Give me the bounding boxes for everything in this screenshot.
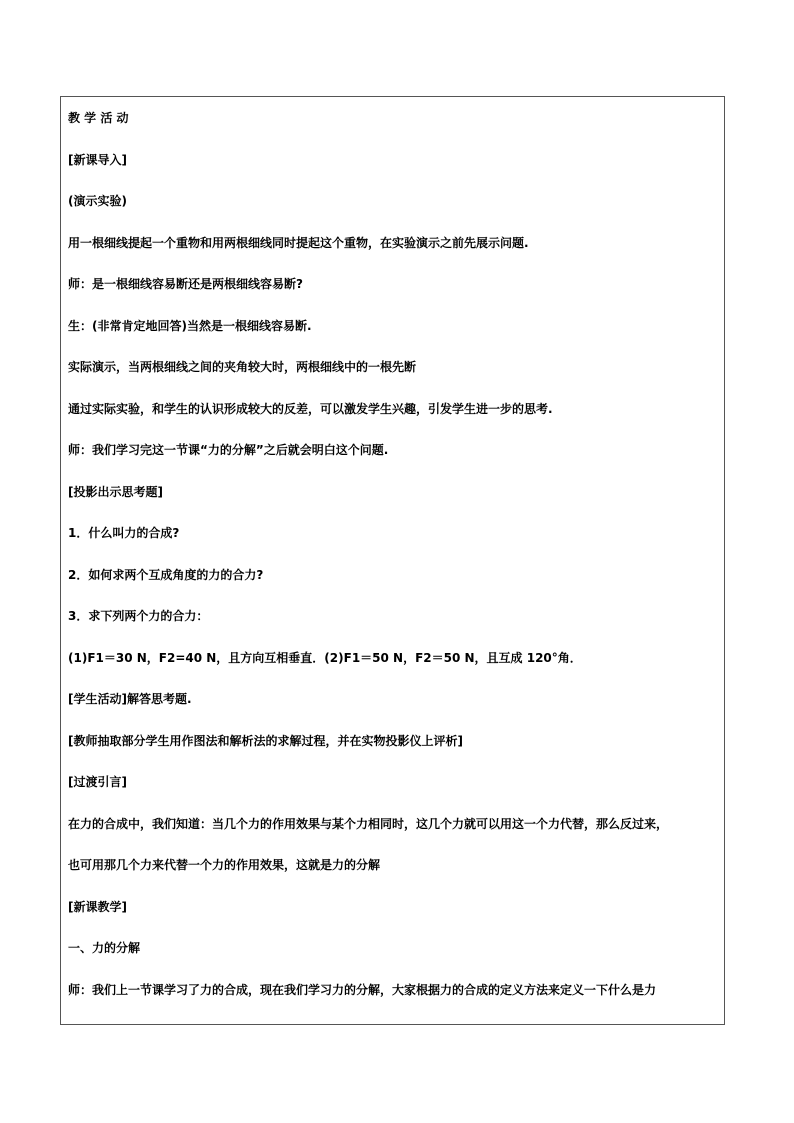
text-line: [新课导入]	[68, 152, 127, 167]
text-line: [学生活动]解答思考题.	[68, 692, 192, 706]
text-line: (1)F1＝30 N，F2=40 N，且方向互相垂直．(2)F1＝50 N，F2＝50 N，且互成 120°角．	[68, 650, 582, 665]
text-line: [新课教学]	[68, 899, 127, 914]
text-line: 生：(非常肯定地回答)当然是一根细线容易断.	[68, 318, 312, 333]
text-line: [过渡引言]	[68, 775, 127, 789]
text-line: 也可用那几个力来代替一个力的作用效果，这就是力的分解	[68, 858, 381, 872]
text-line: 通过实际实验，和学生的认识形成较大的反差，可以激发学生兴趣，引发学生进一步的思考.	[68, 401, 553, 416]
text-line: (演示实验)	[68, 194, 127, 208]
question-item: 3．求下列两个力的合力：	[68, 609, 209, 623]
text-line: 师：是一根细线容易断还是两根细线容易断?	[68, 277, 303, 291]
text-line: 一、力的分解	[68, 941, 141, 955]
text-line: 实际演示，当两根细线之间的夹角较大时，两根细线中的一根先断	[68, 360, 417, 374]
text-line: 师：我们上一节课学习了力的合成，现在我们学习力的分解，大家根据力的合成的定义方法来定义一下什么是力	[68, 982, 657, 997]
text-line: 在力的合成中，我们知道：当几个力的作用效果与某个力相同时，这几个力就可以用这一个力代替，那么反过来，	[68, 816, 669, 831]
document-body	[68, 110, 718, 1023]
question-item: 1．什么叫力的合成?	[68, 526, 180, 540]
text-line: 师：我们学习完这一节课“力的分解”之后就会明白这个问题.	[68, 443, 389, 457]
section-heading: 教 学 活 动	[68, 111, 129, 125]
text-line: 用一根细线提起一个重物和用两根细线同时提起这个重物，在实验演示之前先展示问题.	[68, 235, 529, 250]
text-line: [教师抽取部分学生用作图法和解析法的求解过程，并在实物投影仪上评析]	[68, 733, 463, 748]
text-line: [投影出示思考题]	[68, 484, 163, 499]
question-item: 2．如何求两个互成角度的力的合力?	[68, 567, 264, 582]
